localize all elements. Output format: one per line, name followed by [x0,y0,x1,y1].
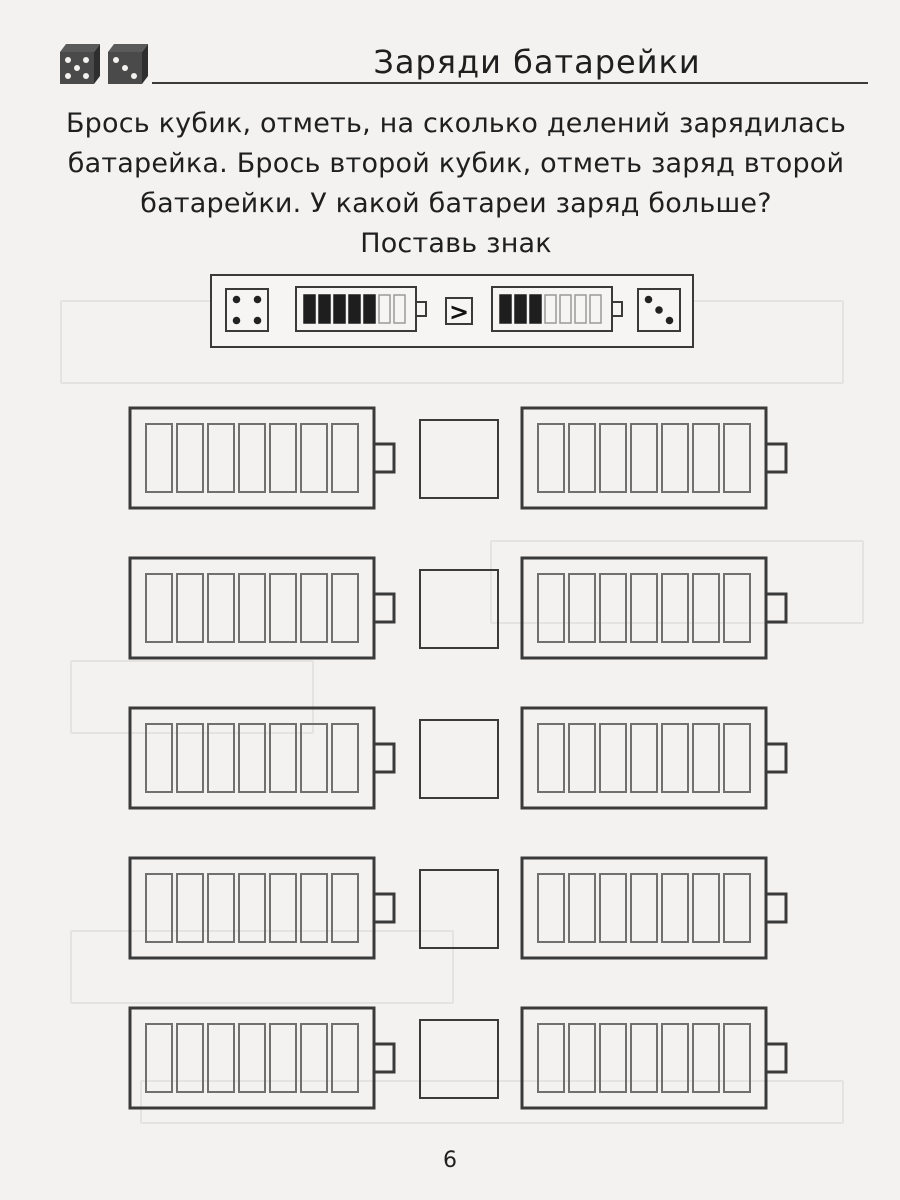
charge-segment[interactable] [332,574,358,642]
charge-segment[interactable] [662,574,688,642]
charge-segment[interactable] [569,874,595,942]
charge-segment[interactable] [208,1024,234,1092]
charge-segment-filled [500,295,511,323]
instruction-line: батарейка. Брось второй кубик, отметь заряд второй [67,148,845,179]
comparison-answer-box[interactable] [420,720,498,798]
charge-segment[interactable] [177,874,203,942]
title-underline [152,82,868,84]
charge-segment[interactable] [332,1024,358,1092]
charge-segment[interactable] [239,874,265,942]
example-box [210,274,694,348]
charge-segment[interactable] [569,1024,595,1092]
charge-segment[interactable] [270,424,296,492]
charge-segment[interactable] [631,724,657,792]
example-illustration [212,276,692,346]
battery-right[interactable] [522,1008,786,1108]
charge-segment[interactable] [693,1024,719,1092]
charge-segment[interactable] [301,1024,327,1092]
charge-segment[interactable] [538,574,564,642]
battery-comparison-row [0,406,900,506]
battery-row-illustration [0,856,900,960]
charge-segment[interactable] [600,1024,626,1092]
charge-segment-filled [334,295,345,323]
battery-left[interactable] [130,708,394,808]
comparison-sign-box [446,298,472,326]
charge-segment[interactable] [270,874,296,942]
battery-right[interactable] [522,858,786,958]
example-battery-right [492,287,622,331]
charge-segment[interactable] [569,424,595,492]
charge-segment-filled [319,295,330,323]
charge-segment-filled [349,295,360,323]
battery-row-illustration [0,406,900,510]
comparison-answer-box[interactable] [420,570,498,648]
charge-segment[interactable] [270,574,296,642]
charge-segment[interactable] [301,874,327,942]
charge-segment[interactable] [631,874,657,942]
charge-segment[interactable] [600,874,626,942]
charge-segment[interactable] [301,574,327,642]
charge-segment[interactable] [146,424,172,492]
charge-segment[interactable] [177,424,203,492]
battery-comparison-row [0,556,900,656]
charge-segment[interactable] [662,874,688,942]
charge-segment-empty [560,295,571,323]
comparison-sign: > [448,298,470,326]
charge-segment[interactable] [662,724,688,792]
comparison-answer-box[interactable] [420,420,498,498]
comparison-answer-box[interactable] [420,870,498,948]
charge-segment-filled [364,295,375,323]
battery-row-illustration [0,706,900,810]
charge-segment[interactable] [538,874,564,942]
charge-segment-empty [575,295,586,323]
charge-segment[interactable] [600,424,626,492]
charge-segment[interactable] [569,724,595,792]
charge-segment[interactable] [208,724,234,792]
charge-segment[interactable] [239,1024,265,1092]
instruction-line: Брось кубик, отметь, на сколько делений зарядилась [65,108,847,139]
charge-segment[interactable] [301,424,327,492]
die-four-icon [226,289,268,331]
charge-segment[interactable] [538,724,564,792]
charge-segment[interactable] [146,874,172,942]
charge-segment[interactable] [724,574,750,642]
charge-segment[interactable] [693,574,719,642]
battery-comparison-row [0,856,900,956]
charge-segment[interactable] [177,574,203,642]
charge-segment-filled [515,295,526,323]
page-number: 6 [443,1148,457,1173]
charge-segment[interactable] [270,724,296,792]
instruction-line: батарейки. У какой батареи заряд больше? [140,188,772,219]
charge-segment[interactable] [693,724,719,792]
charge-segment-empty [394,295,405,323]
charge-segment[interactable] [239,424,265,492]
charge-segment[interactable] [724,424,750,492]
charge-segment[interactable] [332,424,358,492]
charge-segment[interactable] [693,874,719,942]
charge-segment-empty [590,295,601,323]
charge-segment[interactable] [177,1024,203,1092]
battery-right[interactable] [522,408,786,508]
charge-segment[interactable] [724,724,750,792]
battery-right[interactable] [522,708,786,808]
battery-row-illustration [0,1006,900,1110]
charge-segment[interactable] [177,724,203,792]
instruction-line: Поставь знак [360,228,552,259]
battery-left[interactable] [130,858,394,958]
charge-segment-filled [304,295,315,323]
battery-comparison-row [0,1006,900,1106]
charge-segment[interactable] [208,424,234,492]
charge-segment[interactable] [538,1024,564,1092]
charge-segment[interactable] [724,1024,750,1092]
charge-segment[interactable] [332,874,358,942]
charge-segment[interactable] [662,424,688,492]
charge-segment[interactable] [146,574,172,642]
instructions-text [56,104,856,264]
charge-segment-empty [545,295,556,323]
charge-segment-filled [530,295,541,323]
charge-segment-empty [379,295,390,323]
charge-segment[interactable] [724,874,750,942]
battery-left[interactable] [130,558,394,658]
battery-row-illustration [0,556,900,660]
battery-right[interactable] [522,558,786,658]
charge-segment[interactable] [301,724,327,792]
charge-segment[interactable] [693,424,719,492]
charge-segment[interactable] [239,724,265,792]
charge-segment[interactable] [208,874,234,942]
example-battery-left [296,287,426,331]
charge-segment[interactable] [569,574,595,642]
battery-left[interactable] [130,408,394,508]
charge-segment[interactable] [631,1024,657,1092]
die-three-icon [638,289,680,331]
charge-segment[interactable] [146,1024,172,1092]
charge-segment[interactable] [332,724,358,792]
comparison-answer-box[interactable] [420,1020,498,1098]
charge-segment[interactable] [600,724,626,792]
page-title: Заряди батарейки [373,43,701,81]
charge-segment[interactable] [631,424,657,492]
charge-segment[interactable] [662,1024,688,1092]
charge-segment[interactable] [538,424,564,492]
charge-segment[interactable] [208,574,234,642]
charge-segment[interactable] [146,724,172,792]
charge-segment[interactable] [239,574,265,642]
charge-segment[interactable] [270,1024,296,1092]
charge-segment[interactable] [600,574,626,642]
battery-comparison-row [0,706,900,806]
battery-left[interactable] [130,1008,394,1108]
charge-segment[interactable] [631,574,657,642]
